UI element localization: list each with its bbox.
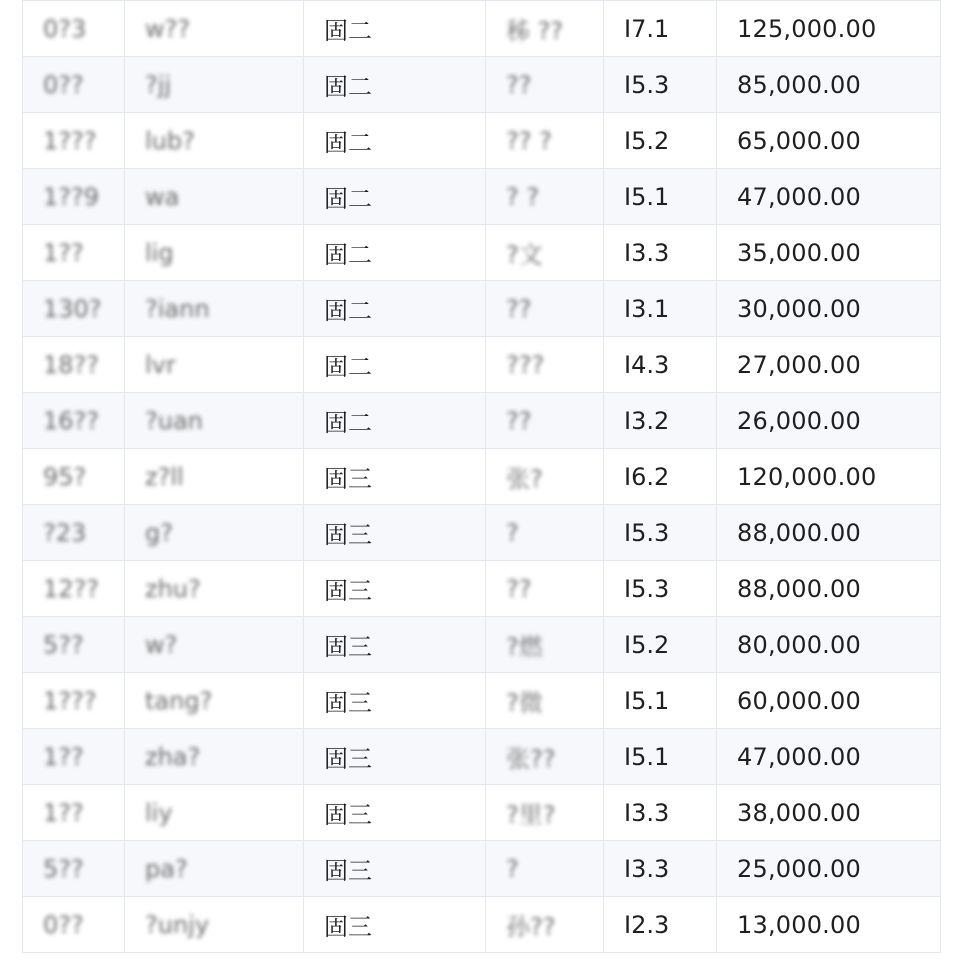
employee-name-cell[interactable] [486, 729, 604, 785]
employee-id-cell[interactable] [23, 897, 125, 953]
salary-cell-text: 65,000.00 [737, 126, 861, 155]
username-cell-text: g? [145, 518, 173, 547]
employee-name-cell-text: 张?? [506, 745, 556, 773]
employment-type-cell[interactable] [304, 225, 486, 281]
employee-name-cell[interactable] [486, 169, 604, 225]
employee-id-cell-text: 130? [43, 294, 102, 323]
salary-cell[interactable] [717, 785, 941, 841]
salary-cell-text: 26,000.00 [737, 406, 861, 435]
salary-cell[interactable] [717, 505, 941, 561]
employee-name-cell[interactable] [486, 505, 604, 561]
employment-type-cell-text: 固二 [324, 297, 372, 325]
salary-cell-text: 13,000.00 [737, 910, 861, 939]
employment-type-cell[interactable] [304, 281, 486, 337]
username-cell[interactable] [125, 785, 304, 841]
username-cell-text: lig [145, 238, 174, 267]
employment-type-cell[interactable] [304, 1, 486, 57]
employee-name-cell-text: ?? [506, 406, 532, 435]
employee-name-cell-text: ?? ? [506, 126, 552, 155]
right-margin [940, 0, 960, 978]
employment-type-cell[interactable] [304, 337, 486, 393]
username-cell[interactable] [125, 57, 304, 113]
employee-id-cell[interactable] [23, 841, 125, 897]
employee-name-cell[interactable] [486, 113, 604, 169]
salary-cell-text: 38,000.00 [737, 798, 861, 827]
grade-level-cell[interactable] [604, 673, 717, 729]
employment-type-cell-text: 固二 [324, 129, 372, 157]
employment-type-cell-text: 固三 [324, 633, 372, 661]
table-row[interactable] [23, 785, 941, 841]
table-row[interactable] [23, 57, 941, 113]
username-cell[interactable] [125, 281, 304, 337]
username-cell[interactable] [125, 169, 304, 225]
salary-cell[interactable] [717, 393, 941, 449]
employment-type-cell-text: 固二 [324, 353, 372, 381]
employee-name-cell-text: ?燃 [506, 633, 543, 661]
grade-level-cell-text: I4.3 [624, 350, 670, 379]
salary-cell-text: 85,000.00 [737, 70, 861, 99]
employee-id-cell-text: 12?? [43, 574, 100, 603]
grade-level-cell-text: I3.1 [624, 294, 670, 323]
grade-level-cell[interactable] [604, 169, 717, 225]
grade-level-cell-text: I3.2 [624, 406, 670, 435]
grade-level-cell-text: I5.1 [624, 686, 670, 715]
employee-name-cell-text: ? [506, 854, 519, 883]
employee-name-cell[interactable] [486, 897, 604, 953]
employee-name-cell-text: ?里? [506, 801, 556, 829]
table-row[interactable] [23, 841, 941, 897]
username-cell-text: ?unjy [145, 910, 210, 939]
grade-level-cell-text: I7.1 [624, 14, 670, 43]
employee-id-cell[interactable] [23, 617, 125, 673]
grade-level-cell-text: I5.3 [624, 518, 670, 547]
username-cell[interactable] [125, 1, 304, 57]
employment-type-cell[interactable] [304, 617, 486, 673]
grade-level-cell-text: I6.2 [624, 462, 670, 491]
salary-cell-text: 27,000.00 [737, 350, 861, 379]
grade-level-cell[interactable] [604, 617, 717, 673]
employment-type-cell[interactable] [304, 785, 486, 841]
table-row[interactable] [23, 169, 941, 225]
employee-name-cell[interactable] [486, 673, 604, 729]
salary-cell[interactable] [717, 57, 941, 113]
employment-type-cell[interactable] [304, 841, 486, 897]
employment-type-cell[interactable] [304, 393, 486, 449]
table-row[interactable] [23, 1, 941, 57]
employment-type-cell[interactable] [304, 449, 486, 505]
salary-cell-text: 120,000.00 [737, 462, 877, 491]
employee-name-cell-text: ?文 [506, 241, 543, 269]
salary-cell[interactable] [717, 561, 941, 617]
grade-level-cell-text: I3.3 [624, 854, 670, 883]
username-cell[interactable] [125, 337, 304, 393]
grade-level-cell[interactable] [604, 113, 717, 169]
salary-cell-text: 88,000.00 [737, 574, 861, 603]
username-cell-text: wa [145, 182, 180, 211]
grade-level-cell[interactable] [604, 281, 717, 337]
employee-id-cell-text: ?23 [43, 518, 87, 547]
employee-id-cell-text: 0?? [43, 70, 84, 99]
employee-id-cell[interactable] [23, 673, 125, 729]
grade-level-cell[interactable] [604, 897, 717, 953]
table-row[interactable] [23, 449, 941, 505]
employee-name-cell[interactable] [486, 785, 604, 841]
employee-name-cell[interactable] [486, 617, 604, 673]
employment-type-cell-text: 固二 [324, 17, 372, 45]
username-cell-text: zhu? [145, 574, 201, 603]
employee-id-cell[interactable] [23, 337, 125, 393]
username-cell[interactable] [125, 673, 304, 729]
employment-type-cell[interactable] [304, 505, 486, 561]
table-row[interactable] [23, 729, 941, 785]
salary-cell[interactable] [717, 449, 941, 505]
employee-id-cell-text: 1??? [43, 686, 97, 715]
grade-level-cell[interactable] [604, 841, 717, 897]
employee-name-cell-text: ?? [506, 294, 532, 323]
username-cell-text: tang? [145, 686, 213, 715]
salary-cell[interactable] [717, 225, 941, 281]
grade-level-cell[interactable] [604, 505, 717, 561]
employee-id-cell-text: 1?? [43, 742, 84, 771]
grade-level-cell-text: I3.3 [624, 238, 670, 267]
salary-cell-text: 80,000.00 [737, 630, 861, 659]
table-row[interactable] [23, 897, 941, 953]
employee-name-cell[interactable] [486, 561, 604, 617]
employee-id-cell-text: 18?? [43, 350, 100, 379]
employee-name-cell-text: ? ? [506, 182, 540, 211]
grade-level-cell-text: I5.2 [624, 630, 670, 659]
employment-type-cell[interactable] [304, 169, 486, 225]
employment-type-cell[interactable] [304, 113, 486, 169]
employee-id-cell[interactable] [23, 785, 125, 841]
username-cell[interactable] [125, 393, 304, 449]
table-row[interactable] [23, 393, 941, 449]
salary-cell[interactable] [717, 337, 941, 393]
table-row[interactable] [23, 113, 941, 169]
employee-id-cell-text: 95? [43, 462, 87, 491]
salary-cell[interactable] [717, 281, 941, 337]
grade-level-cell[interactable] [604, 729, 717, 785]
employment-type-cell-text: 固三 [324, 689, 372, 717]
employee-name-cell-text: ? [506, 518, 519, 547]
salary-cell[interactable] [717, 673, 941, 729]
employee-id-cell-text: 16?? [43, 406, 100, 435]
grade-level-cell[interactable] [604, 1, 717, 57]
username-cell-text: w?? [145, 14, 191, 43]
salary-cell-text: 125,000.00 [737, 14, 877, 43]
employment-type-cell-text: 固三 [324, 745, 372, 773]
employment-type-cell-text: 固三 [324, 913, 372, 941]
grade-level-cell-text: I5.3 [624, 70, 670, 99]
username-cell[interactable] [125, 225, 304, 281]
employee-id-cell[interactable] [23, 57, 125, 113]
employee-id-cell[interactable] [23, 449, 125, 505]
salary-cell-text: 47,000.00 [737, 182, 861, 211]
employee-salary-table [22, 0, 940, 953]
table-row[interactable] [23, 561, 941, 617]
salary-cell[interactable] [717, 897, 941, 953]
employee-id-cell[interactable] [23, 393, 125, 449]
salary-cell-text: 25,000.00 [737, 854, 861, 883]
employment-type-cell[interactable] [304, 561, 486, 617]
employee-name-cell-text: ?? [506, 70, 532, 99]
salary-cell-text: 47,000.00 [737, 742, 861, 771]
employment-type-cell-text: 固二 [324, 241, 372, 269]
table-row[interactable] [23, 225, 941, 281]
employee-name-cell-text: 秭 ?? [506, 17, 564, 45]
grade-level-cell[interactable] [604, 57, 717, 113]
employee-id-cell[interactable] [23, 169, 125, 225]
grade-level-cell-text: I2.3 [624, 910, 670, 939]
salary-cell[interactable] [717, 617, 941, 673]
grade-level-cell-text: I5.2 [624, 126, 670, 155]
employee-id-cell[interactable] [23, 561, 125, 617]
username-cell[interactable] [125, 113, 304, 169]
table-row[interactable] [23, 281, 941, 337]
salary-cell-text: 60,000.00 [737, 686, 861, 715]
employment-type-cell-text: 固二 [324, 409, 372, 437]
username-cell[interactable] [125, 729, 304, 785]
username-cell[interactable] [125, 505, 304, 561]
employee-id-cell[interactable] [23, 729, 125, 785]
employee-id-cell[interactable] [23, 113, 125, 169]
grade-level-cell[interactable] [604, 561, 717, 617]
employee-name-cell-text: 张? [506, 465, 543, 493]
grade-level-cell-text: I3.3 [624, 798, 670, 827]
table-row[interactable] [23, 617, 941, 673]
username-cell-text: lub? [145, 126, 195, 155]
username-cell-text: z?ll [145, 462, 184, 491]
username-cell-text: ?jj [145, 70, 172, 99]
salary-cell[interactable] [717, 729, 941, 785]
username-cell[interactable] [125, 897, 304, 953]
salary-cell-text: 35,000.00 [737, 238, 861, 267]
employee-id-cell-text: 0?3 [43, 14, 87, 43]
employee-name-cell-text: ?? [506, 574, 532, 603]
employee-name-cell[interactable] [486, 337, 604, 393]
left-margin [0, 0, 22, 978]
employee-id-cell-text: 1?? [43, 798, 84, 827]
username-cell[interactable] [125, 561, 304, 617]
salary-cell[interactable] [717, 1, 941, 57]
employee-name-cell-text: ??? [506, 350, 545, 379]
grade-level-cell[interactable] [604, 337, 717, 393]
username-cell-text: pa? [145, 854, 188, 883]
table-row[interactable] [23, 505, 941, 561]
salary-cell-text: 88,000.00 [737, 518, 861, 547]
employee-id-cell-text: 1?? [43, 238, 84, 267]
salary-cell[interactable] [717, 841, 941, 897]
salary-cell[interactable] [717, 169, 941, 225]
username-cell[interactable] [125, 617, 304, 673]
employee-name-cell[interactable] [486, 449, 604, 505]
data-grid [22, 0, 941, 953]
username-cell[interactable] [125, 449, 304, 505]
employment-type-cell-text: 固二 [324, 73, 372, 101]
employee-name-cell-text: ?微 [506, 689, 543, 717]
grade-level-cell[interactable] [604, 393, 717, 449]
table-body [23, 1, 941, 953]
table-row[interactable] [23, 337, 941, 393]
salary-cell[interactable] [717, 113, 941, 169]
employee-id-cell[interactable] [23, 505, 125, 561]
employee-id-cell[interactable] [23, 281, 125, 337]
employee-id-cell-text: 1??? [43, 126, 97, 155]
grade-level-cell[interactable] [604, 449, 717, 505]
employment-type-cell-text: 固三 [324, 801, 372, 829]
username-cell-text: w? [145, 630, 178, 659]
employee-id-cell-text: 0?? [43, 910, 84, 939]
employee-id-cell[interactable] [23, 225, 125, 281]
grade-level-cell[interactable] [604, 785, 717, 841]
username-cell-text: zha? [145, 742, 201, 771]
employee-name-cell[interactable] [486, 57, 604, 113]
grade-level-cell[interactable] [604, 225, 717, 281]
grade-level-cell-text: I5.1 [624, 182, 670, 211]
employee-name-cell[interactable] [486, 225, 604, 281]
employee-id-cell-text: 5?? [43, 854, 84, 883]
username-cell-text: liy [145, 798, 173, 827]
salary-cell-text: 30,000.00 [737, 294, 861, 323]
employment-type-cell-text: 固三 [324, 465, 372, 493]
employee-name-cell-text: 孙?? [506, 913, 556, 941]
table-row[interactable] [23, 673, 941, 729]
employment-type-cell[interactable] [304, 57, 486, 113]
employee-id-cell[interactable] [23, 1, 125, 57]
employment-type-cell[interactable] [304, 897, 486, 953]
employee-name-cell[interactable] [486, 1, 604, 57]
username-cell-text: lvr [145, 350, 176, 379]
employment-type-cell-text: 固二 [324, 185, 372, 213]
employee-name-cell[interactable] [486, 393, 604, 449]
employment-type-cell[interactable] [304, 729, 486, 785]
employee-name-cell[interactable] [486, 281, 604, 337]
grade-level-cell-text: I5.1 [624, 742, 670, 771]
employment-type-cell-text: 固三 [324, 857, 372, 885]
employment-type-cell-text: 固三 [324, 577, 372, 605]
employee-id-cell-text: 5?? [43, 630, 84, 659]
grade-level-cell-text: I5.3 [624, 574, 670, 603]
username-cell[interactable] [125, 841, 304, 897]
username-cell-text: ?iann [145, 294, 210, 323]
employee-name-cell[interactable] [486, 841, 604, 897]
employee-id-cell-text: 1??9 [43, 182, 100, 211]
username-cell-text: ?uan [145, 406, 203, 435]
employment-type-cell[interactable] [304, 673, 486, 729]
employment-type-cell-text: 固三 [324, 521, 372, 549]
